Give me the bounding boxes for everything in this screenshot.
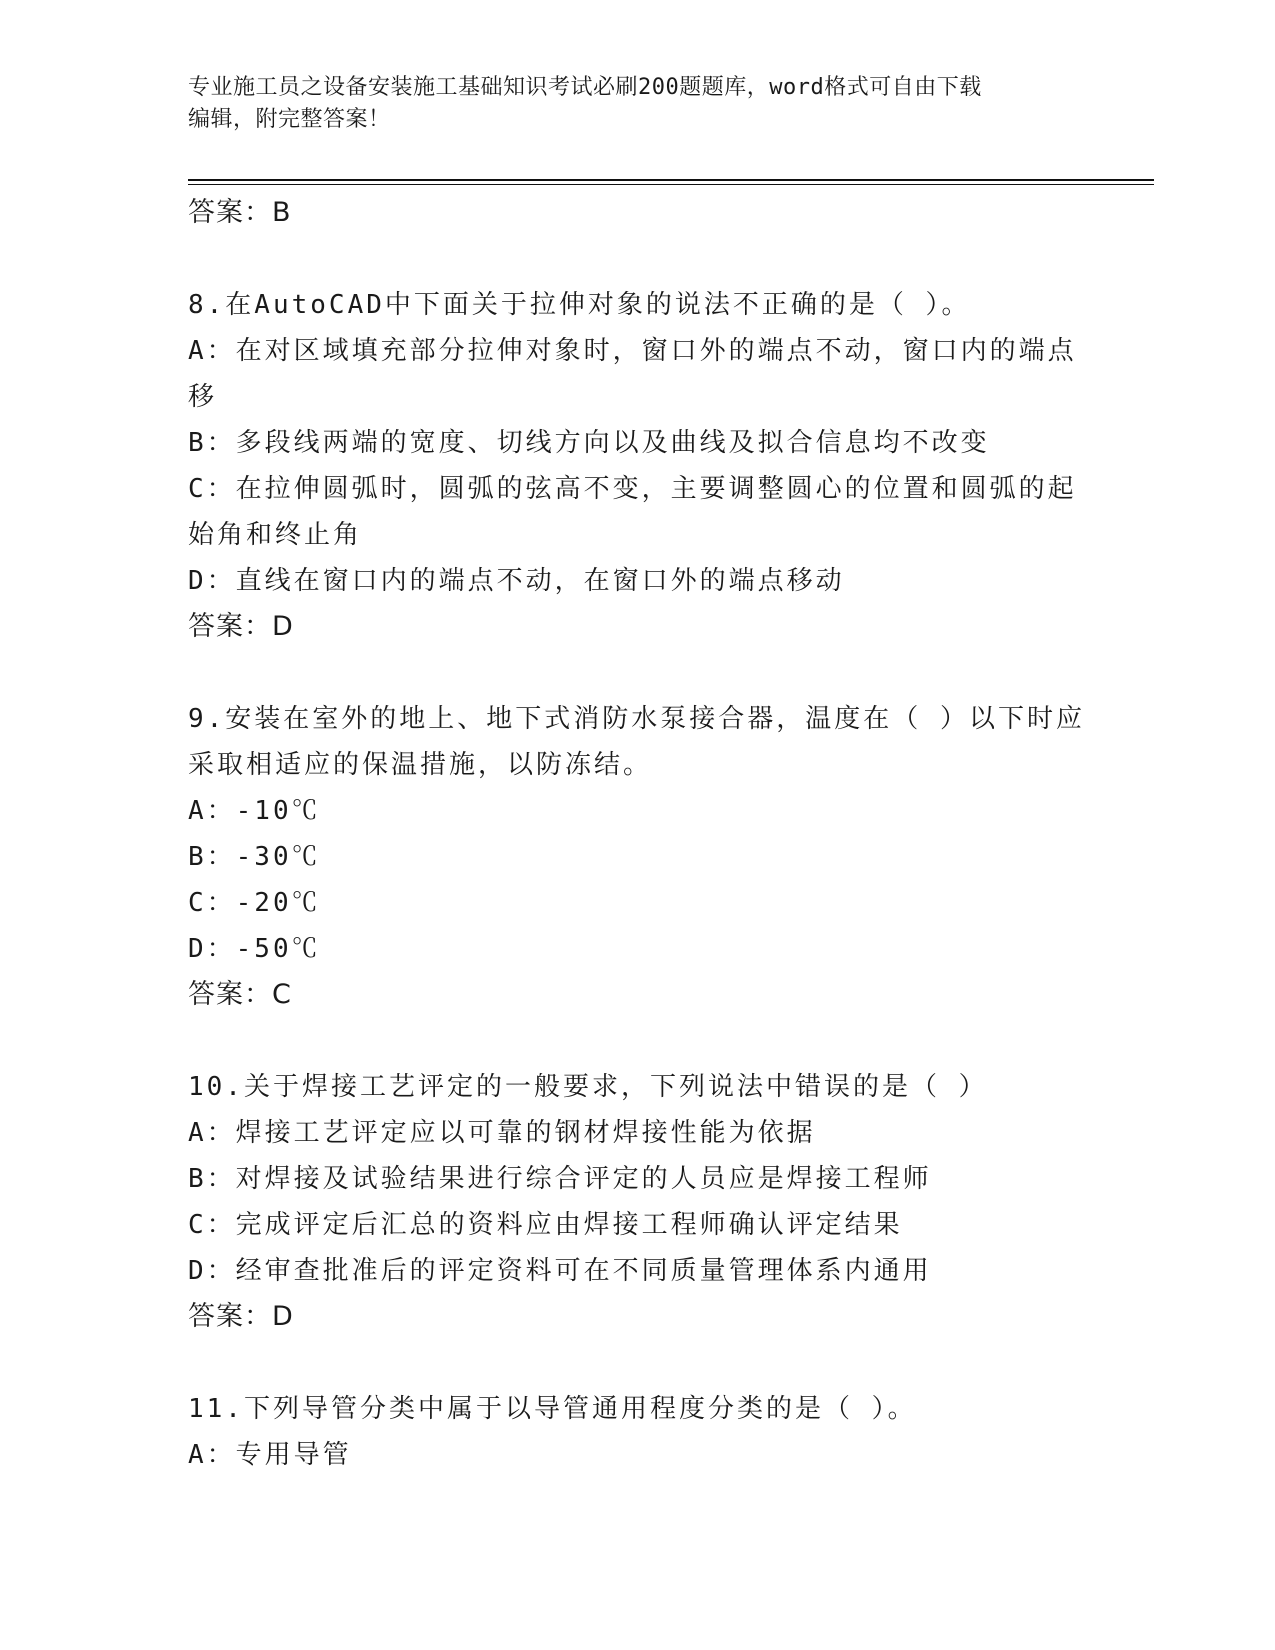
- question-block: [188, 1064, 1088, 1340]
- previous-answer: 答案：B: [188, 197, 292, 228]
- option-line: B：-30℃: [188, 842, 321, 872]
- option-line: A：在对区域填充部分拉伸对象时，窗口外的端点不动，窗口内的端点: [188, 336, 1077, 366]
- answer-line: 答案：D: [188, 1301, 294, 1332]
- answer-line: 答案：D: [188, 611, 294, 642]
- option-line: D：直线在窗口内的端点不动，在窗口外的端点移动: [188, 566, 845, 596]
- option-line: A：专用导管: [188, 1440, 352, 1470]
- question-block: [188, 1386, 1088, 1478]
- question-list: [188, 190, 1088, 1478]
- header-line-1: 专业施工员之设备安装施工基础知识考试必刷200题题库，word格式可自由下载: [188, 75, 982, 100]
- question-block: [188, 282, 1088, 650]
- option-line: C：-20℃: [188, 888, 321, 918]
- question-stem: 9.安装在室外的地上、地下式消防水泵接合器，温度在（ ）以下时应: [188, 704, 1085, 734]
- question-gap: [188, 236, 1088, 282]
- option-line: B：对焊接及试验结果进行综合评定的人员应是焊接工程师: [188, 1164, 932, 1194]
- question-stem: 10.关于焊接工艺评定的一般要求，下列说法中错误的是（ ）: [188, 1072, 988, 1102]
- header-line-2: 编辑，附完整答案！: [188, 107, 391, 132]
- question-block: [188, 696, 1088, 1018]
- question-stem: 采取相适应的保温措施，以防冻结。: [188, 750, 653, 780]
- option-line: B：多段线两端的宽度、切线方向以及曲线及拟合信息均不改变: [188, 428, 990, 458]
- option-line: C：完成评定后汇总的资料应由焊接工程师确认评定结果: [188, 1210, 903, 1240]
- option-line: D：-50℃: [188, 934, 321, 964]
- question-gap: [188, 1340, 1088, 1386]
- option-line: 始角和终止角: [188, 520, 363, 550]
- option-line: A：-10℃: [188, 796, 321, 826]
- option-line: D：经审查批准后的评定资料可在不同质量管理体系内通用: [188, 1256, 932, 1286]
- answer-line: 答案：C: [188, 979, 292, 1010]
- question-gap: [188, 650, 1088, 696]
- question-gap: [188, 1018, 1088, 1064]
- header-rule-thick: [188, 179, 1154, 181]
- page-header: [188, 72, 1088, 136]
- question-stem: 11.下列导管分类中属于以导管通用程度分类的是（ ）。: [188, 1394, 917, 1424]
- option-line: C：在拉伸圆弧时，圆弧的弦高不变，主要调整圆心的位置和圆弧的起: [188, 474, 1077, 504]
- option-line: A：焊接工艺评定应以可靠的钢材焊接性能为依据: [188, 1118, 816, 1148]
- question-stem: 8.在AutoCAD中下面关于拉伸对象的说法不正确的是（ ）。: [188, 290, 971, 320]
- option-line: 移: [188, 382, 218, 412]
- header-rule-thin: [188, 184, 1154, 185]
